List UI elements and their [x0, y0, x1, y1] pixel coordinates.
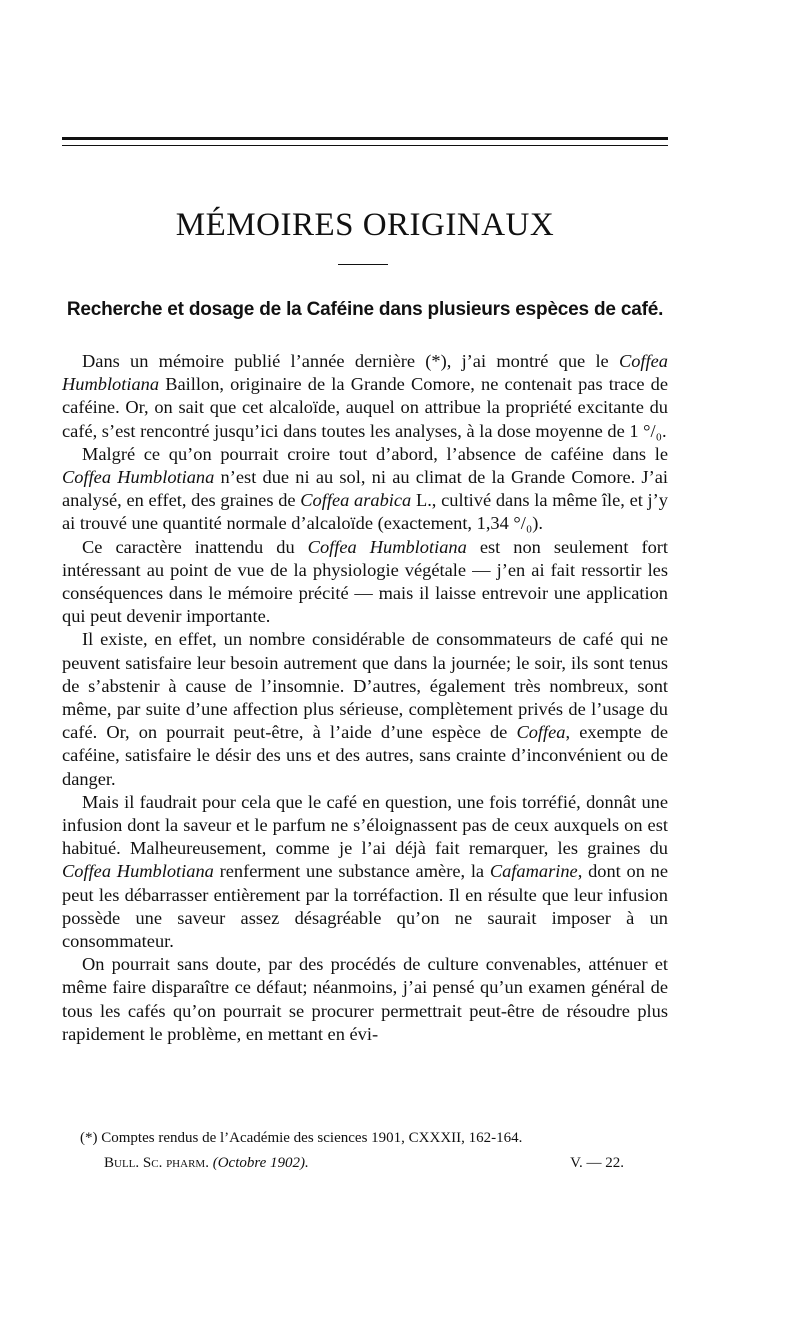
body-paragraph [62, 953, 668, 1046]
italic-term: Cafamarine [489, 861, 578, 882]
article-title: Recherche et dosage de la Caféine dans plusieurs espèces de café. [66, 299, 664, 320]
text-run: Dans un mémoire publié l’année dernière (*), j’ai montré que le [82, 351, 619, 371]
text-run: est non seulement fort intéressant au point de vue de la physiologie végétale — j’en ai fait ressortir les conséquences dans le mémoire précité — mais il laisse entrevoir une application qui peut devenir importante. [62, 536, 668, 627]
text-run: Il existe, en effet, un nombre considérable de consommateurs de café qui ne peuvent satisfaire leur besoin autrement que dans la journée; le soir, ils sont tenus de s’abstenir à cause de l’insomnie. D’autres, également très nombreux, sont même, par suite d’une affection plus sérieuse, complètement privés de l’usage du café. Or, on pourrait peut-être, à l’aide d’une espèce de [62, 629, 668, 743]
italic-term: Coffea Humblotiana [62, 467, 215, 488]
page-footer [104, 1153, 624, 1173]
italic-term: Coffea [516, 722, 566, 743]
top-double-rule-thin [62, 145, 668, 146]
text-run: , dont on ne peut les débarrasser entièrement par la torréfaction. Il en résulte que leur infusion possède une saveur assez désagréable qu’on ne saurait imposer à un consommateur. [62, 861, 668, 952]
italic-term: Coffea Humblotiana [62, 351, 668, 395]
text-run: Malgré ce qu’on pourrait croire tout d’abord, l’absence de caféine dans le [82, 443, 668, 464]
italic-term: Coffea Humblotiana [62, 861, 214, 882]
footer-journal: Bull. Sc. pharm. [104, 1155, 209, 1171]
body-paragraph [62, 536, 668, 629]
text-run: n’est due ni au sol, ni au climat de la Grande Comore. J’ai analysé, en effet, des graines de [62, 467, 668, 511]
body-paragraph [62, 791, 668, 953]
body-paragraph [62, 443, 668, 536]
footer-date: (Octobre 1902). [212, 1155, 309, 1171]
text-run: Baillon, originaire de la Grande Comore, ne contenait pas trace de caféine. Or, on sait que cet alcaloïde, auquel on attribue la propriété excitante du café, s’est rencontré jusqu’ici dans toutes les analyses, à la dose moyenne de 1 °/₀. [62, 374, 668, 441]
text-run: On pourrait sans doute, par des procédés de culture convenables, atténuer et même faire disparaître ce défaut; néanmoins, j’ai pensé qu’un examen général de tous les cafés qu’on pourrait se procurer permettrait peut-être de résoudre plus rapidement le problème, en mettant en évi- [62, 954, 668, 1044]
text-run: , exempte de caféine, satisfaire le désir des uns et des autres, sans crainte d’inconvénient ou de danger. [62, 722, 668, 789]
text-run: Mais il faudrait pour cela que le café en question, une fois torréfié, donnât une infusion dont la saveur et le parfum ne s’éloignassent pas de ceux auxquels on est habitué. Malheureusement, comme je l’ai déjà fait remarquer, les graines du [62, 791, 668, 859]
footer-citation [104, 1153, 309, 1173]
italic-term: Coffea arabica [300, 490, 412, 511]
text-run: L., cultivé dans la même île, et j’y ai trouvé une quantité normale d’alcaloïde (exactement, 1,34 °/₀). [62, 490, 668, 534]
section-title: MÉMOIRES ORIGINAUX [175, 207, 555, 243]
text-run: renferment une substance amère, la [213, 861, 490, 882]
footer-page-number: V. — 22. [570, 1155, 624, 1171]
italic-term: Coffea Humblotiana [307, 536, 467, 557]
body-paragraph [62, 628, 668, 790]
body-paragraph [62, 350, 668, 443]
title-separator [338, 264, 388, 265]
top-double-rule-thick [62, 137, 668, 140]
text-run: Ce caractère inattendu du [82, 536, 308, 557]
footnote: (*) Comptes rendus de l’Académie des sciences 1901, CXXXII, 162-164. [80, 1130, 523, 1146]
article-body [62, 350, 668, 1046]
